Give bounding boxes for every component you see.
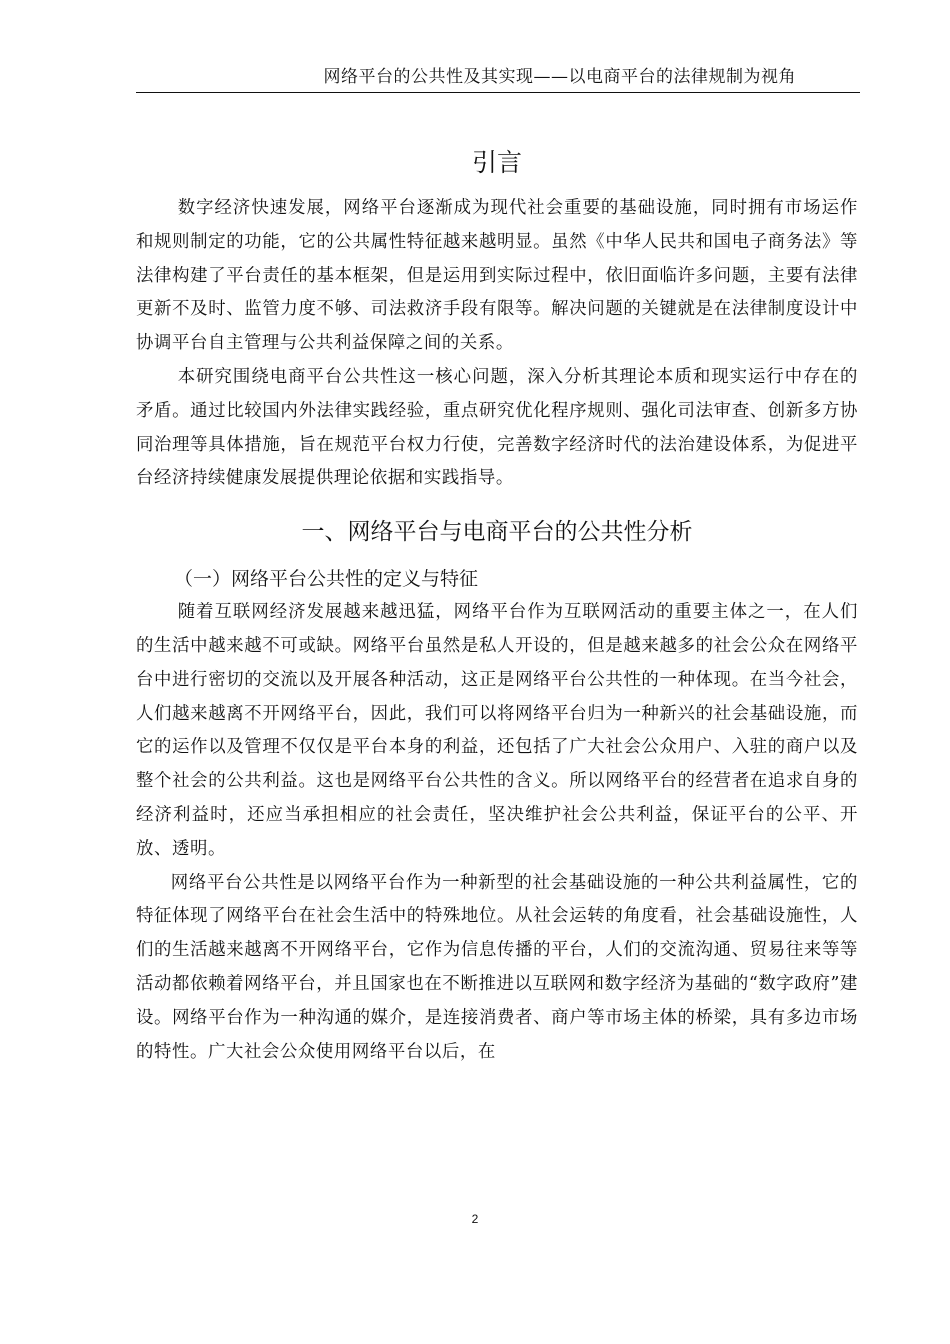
header-rule — [136, 92, 860, 93]
section-1-title: 一、网络平台与电商平台的公共性分析 — [301, 519, 693, 546]
page-number: 2 — [471, 1212, 479, 1226]
subsection-1-title: （一）网络平台公共性的定义与特征 — [174, 568, 479, 591]
running-header: 网络平台的公共性及其实现——以电商平台的法律规制为视角 — [323, 67, 796, 87]
intro-title: 引言 — [471, 148, 522, 177]
intro-paragraph-1: 数字经济快速发展，网络平台逐渐成为现代社会重要的基础设施，同时拥有市场运作和规则制定的功能，它的公共属性特征越来越明显。虽然《中华人民共和国电子商务法》等法律构建了平台责任的基本框架，但是运用到实际过程中，依旧面临许多问题，主要有法律更新不及时、监管力度不够、司法救济手段有限等。解决问题的关键就是在法律制度设计中协调平台自主管理与公共利益保障之间的关系。 — [136, 198, 858, 354]
subsection-1-paragraph-2: 网络平台公共性是以网络平台作为一种新型的社会基础设施的一种公共利益属性，它的特征体现了网络平台在社会生活中的特殊地位。从社会运转的角度看，社会基础设施性，人们的生活越来越离不开网络平台，它作为信息传播的平台，人们的交流沟通、贸易往来等等活动都依赖着网络平台，并且国家也在不断推进以互联网和数字经济为基础的“数字政府”建设。网络平台作为一种沟通的媒介，是连接消费者、商户等市场主体的桥梁，具有多边市场的特性。广大社会公众使用网络平台以后，在 — [136, 872, 858, 1062]
page-body — [136, 140, 858, 1069]
subsection-1-paragraph-1: 随着互联网经济发展越来越迅猛，网络平台作为互联网活动的重要主体之一，在人们的生活中越来越不可或缺。网络平台虽然是私人开设的，但是越来越多的社会公众在网络平台中进行密切的交流以及开展各种活动，这正是网络平台公共性的一种体现。在当今社会，人们越来越离不开网络平台，因此，我们可以将网络平台归为一种新兴的社会基础设施，而它的运作以及管理不仅仅是平台本身的利益，还包括了广大社会公众用户、入驻的商户以及整个社会的公共利益。这也是网络平台公共性的含义。所以网络平台的经营者在追求自身的经济利益时，还应当承担相应的社会责任，坚决维护社会公共利益，保证平台的公平、开放、透明。 — [136, 602, 858, 859]
intro-paragraph-2: 本研究围绕电商平台公共性这一核心问题，深入分析其理论本质和现实运行中存在的矛盾。通过比较国内外法律实践经验，重点研究优化程序规则、强化司法审查、创新多方协同治理等具体措施，旨在规范平台权力行使，完善数字经济时代的法治建设体系，为促进平台经济持续健康发展提供理论依据和实践指导。 — [136, 366, 858, 489]
